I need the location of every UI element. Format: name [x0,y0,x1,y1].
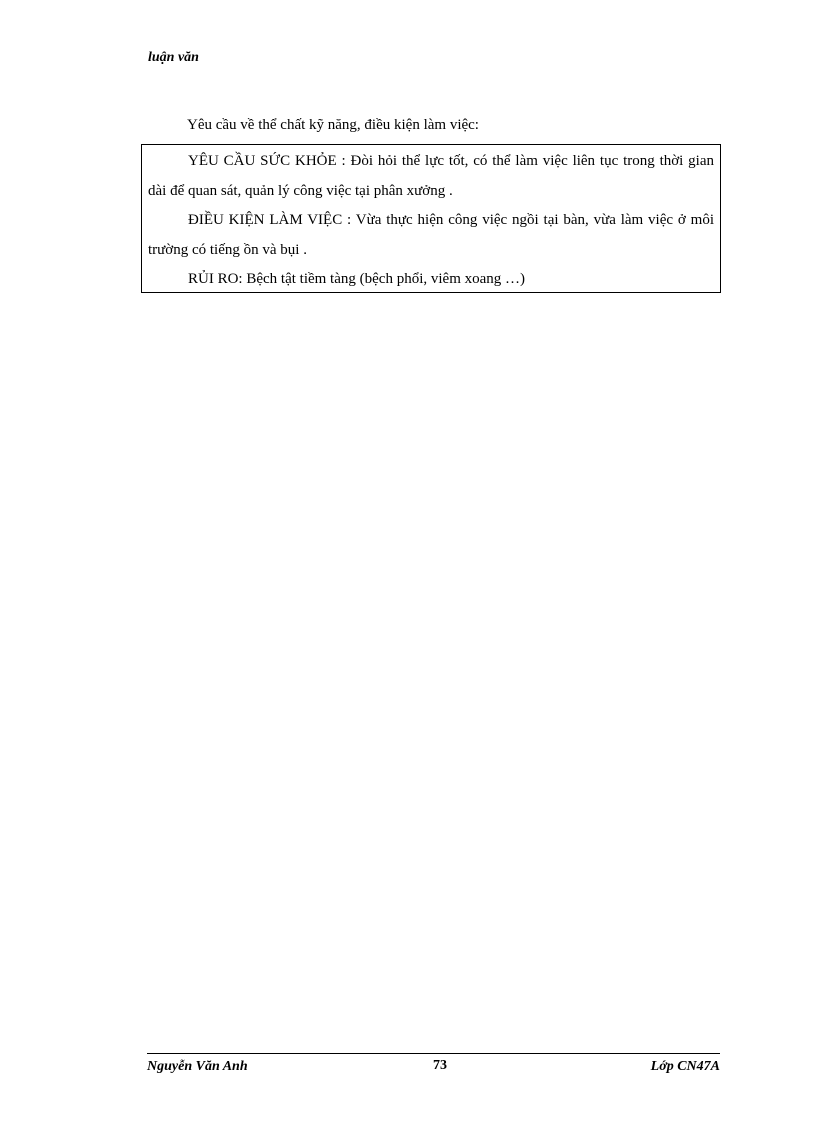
page-number: 73 [433,1058,447,1073]
footer-class: Lớp CN47A [650,1059,720,1074]
health-requirement: YÊU CẦU SỨC KHỎE : Đòi hỏi thể lực tốt, có thể làm việc liên tục trong thời gian dài để quan sát, quản lý công việc tại phân xưởng . [148,153,714,199]
risk-note: RỦI RO: Bệch tật tiềm tàng (bệch phổi, viêm xoang …) [188,271,526,287]
working-conditions: ĐIỀU KIỆN LÀM VIỆC : Vừa thực hiện công việc ngồi tại bàn, vừa làm việc ở môi trường có tiếng ồn và bụi . [148,212,714,258]
document-header-title: luận văn [148,50,199,65]
footer-author: Nguyễn Văn Anh [147,1059,248,1074]
footer-divider [147,1053,720,1054]
requirements-box [141,144,721,293]
requirements-intro: Yêu cầu về thể chất kỹ năng, điều kiện làm việc: [187,117,479,133]
